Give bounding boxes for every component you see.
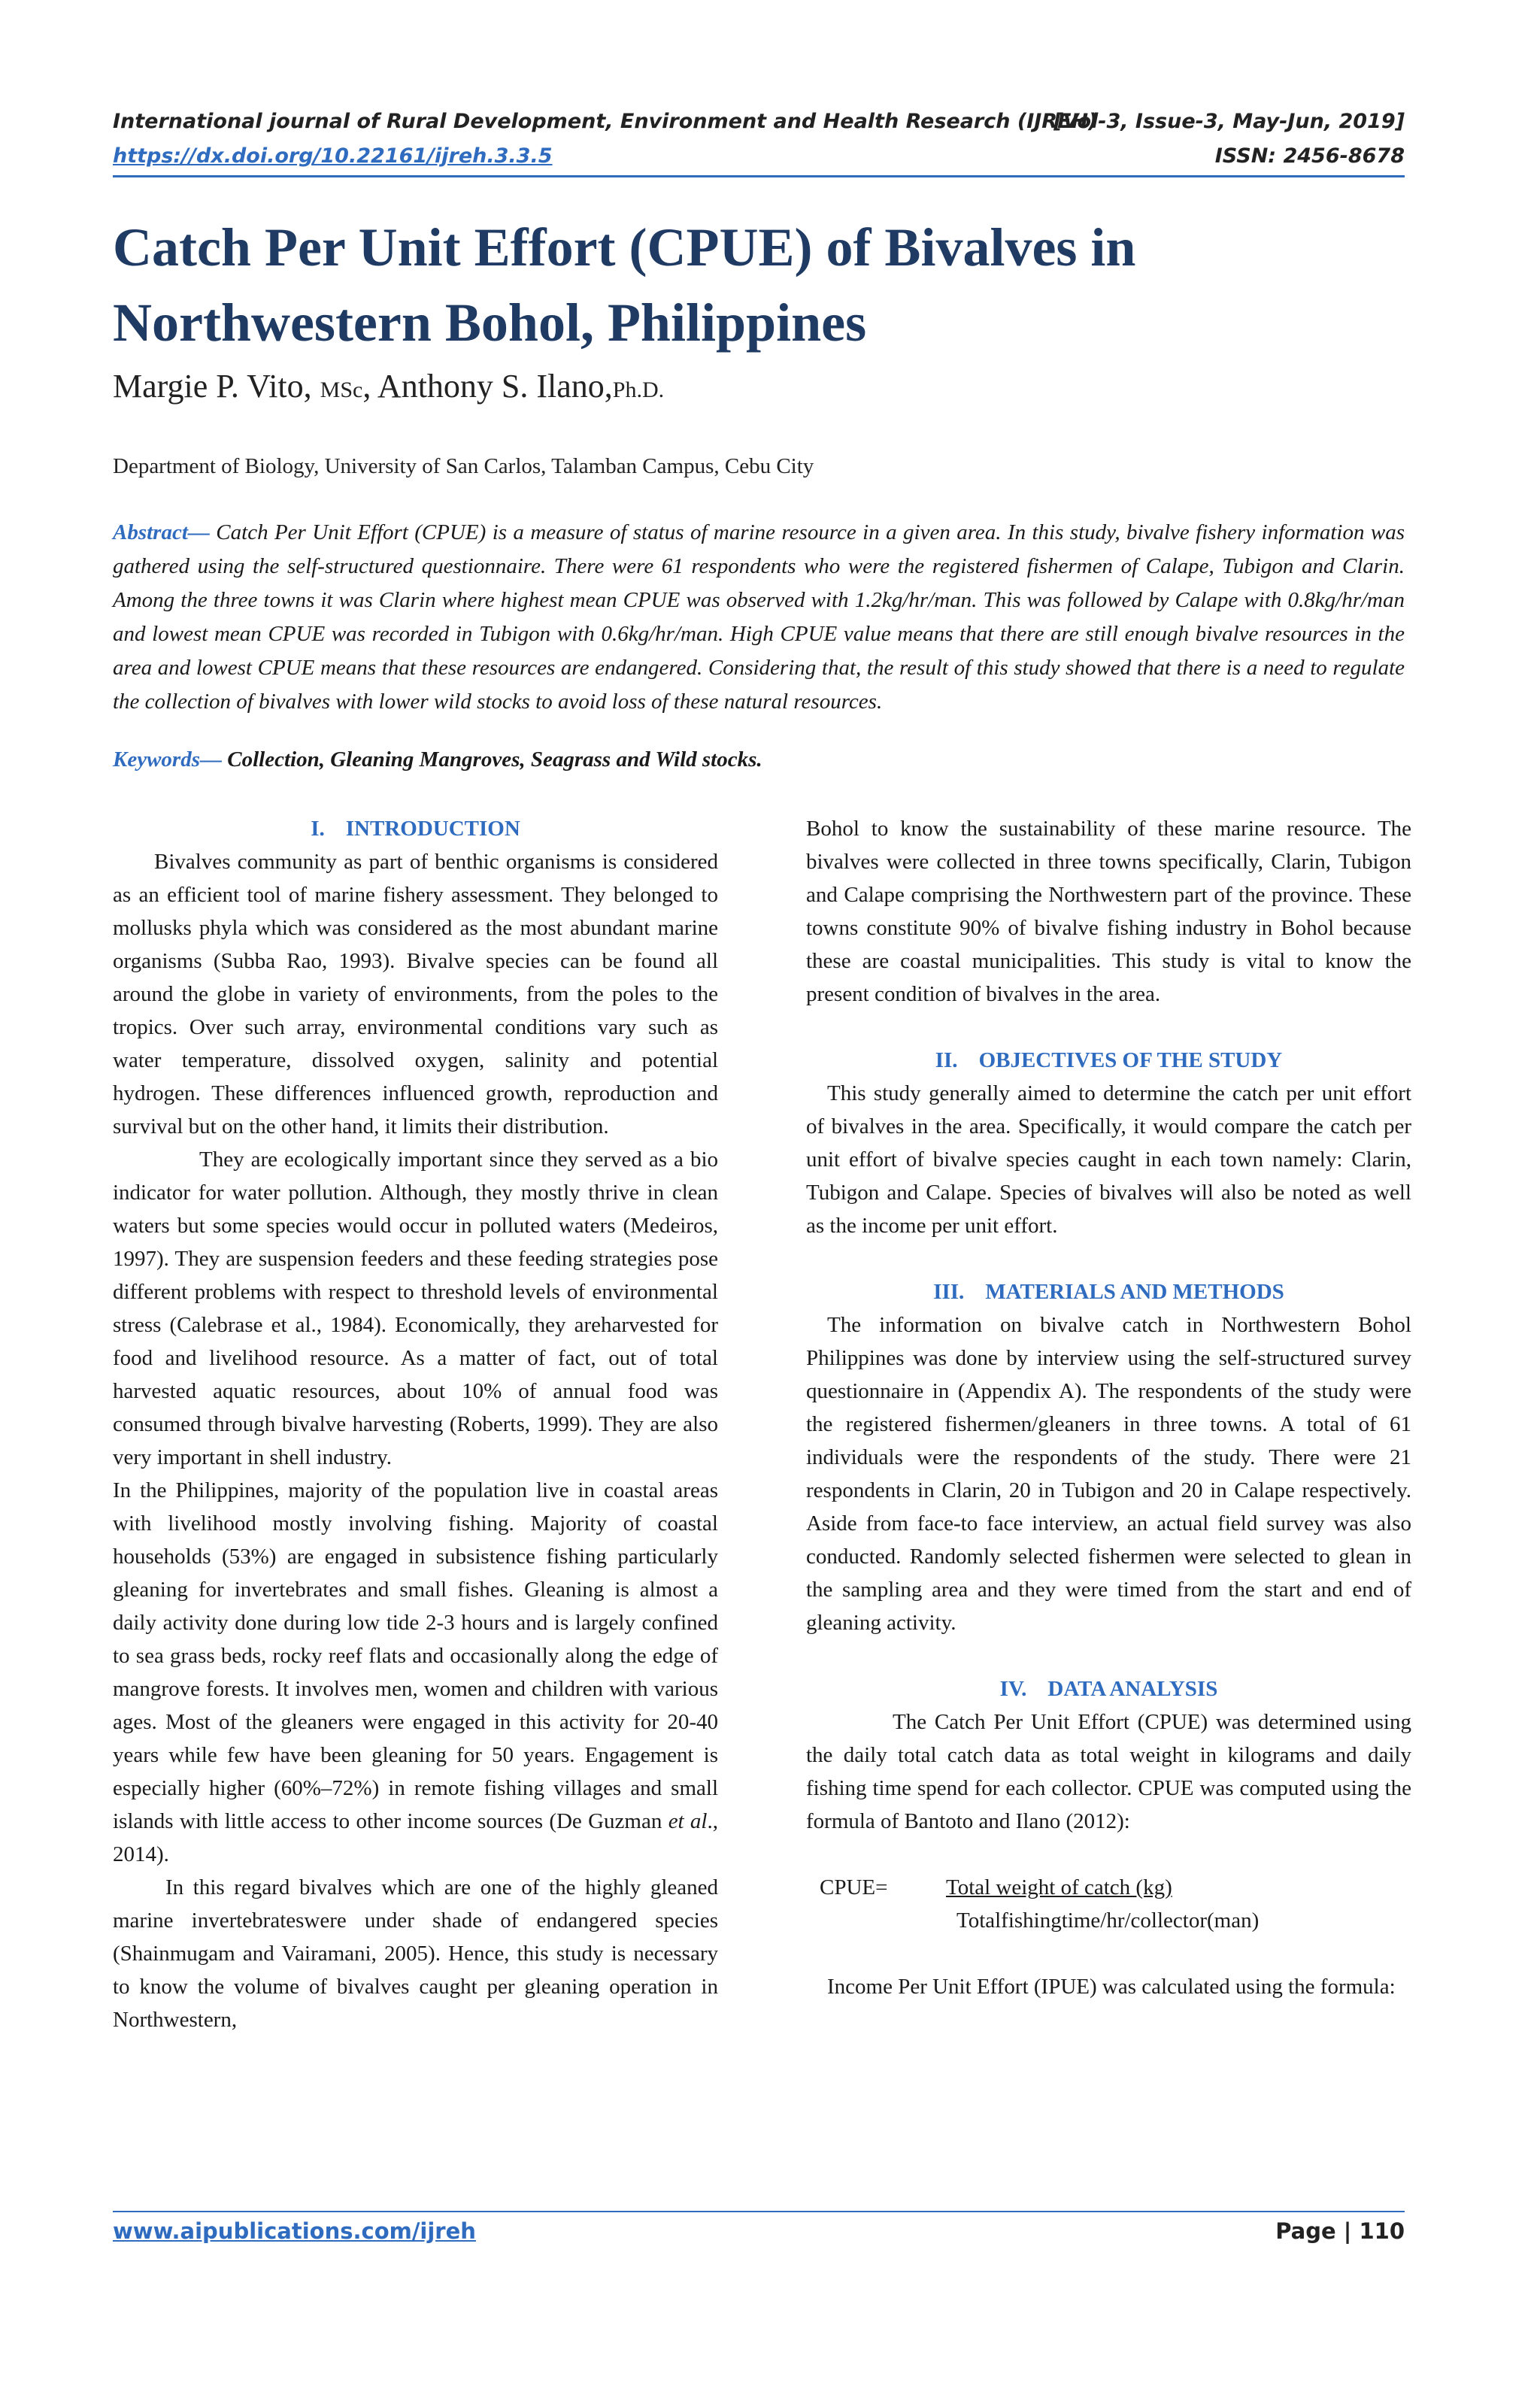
left-column	[113, 812, 718, 2036]
author-degree: MSc	[320, 377, 363, 402]
cpue-formula	[806, 1871, 1411, 1937]
abstract	[113, 516, 1405, 719]
keywords-text: Collection, Gleaning Mangroves, Seagrass and Wild stocks.	[222, 747, 762, 772]
section-heading-methods: III. MATERIALS AND METHODS	[933, 1280, 1284, 1304]
paper-title-line1: Catch Per Unit Effort (CPUE) of Bivalves in	[113, 217, 1136, 277]
affiliation: Department of Biology, University of San Carlos, Talamban Campus, Cebu City	[113, 454, 814, 478]
right-column	[806, 812, 1411, 2003]
formula-lhs: CPUE=	[820, 1875, 888, 1899]
journal-name: International journal of Rural Development, Environment and Health Research (IJREH)	[113, 110, 1098, 133]
author-name: Margie P. Vito,	[113, 368, 312, 405]
running-header	[113, 110, 1405, 133]
paragraph: Bivalves community as part of benthic organisms is considered as an efficient tool of marine fishery assessment. They belonged to mollusks phyla which was considered as the most abundant marine organisms (Subba Rao, 1993). Bivalve species can be found all around the globe in variety of environments, from the poles to the tropics. Over such array, environmental conditions vary such as water temperature, dissolved oxygen, salinity and potential hydrogen. These differences influenced growth, reproduction and survival but on the other hand, it limits their distribution.	[113, 850, 718, 1138]
abstract-text: Catch Per Unit Effort (CPUE) is a measure of status of marine resource in a given area. In this study, bivalve fishery information was gathered using the self-structured questionnaire. There were 61 respondents who were the registered fishermen of Calape, Tubigon and Clarin. Among the three towns it was Clarin where highest mean CPUE was observed with 1.2kg/hr/man. This was followed by Calape with 0.8kg/hr/man and lowest mean CPUE was recorded in Tubigon with 0.6kg/hr/man. High CPUE value means that there are still enough bivalve resources in the area and lowest CPUE means that these resources are endangered. Considering that, the result of this study showed that there is a need to regulate the collection of bivalves with lower wild stocks to avoid loss of these natural resources.	[113, 520, 1405, 714]
doi-link[interactable]: https://dx.doi.org/10.22161/ijreh.3.3.5	[113, 144, 553, 168]
keywords-label: Keywords—	[113, 747, 222, 772]
paragraph: In this regard bivalves which are one of the highly gleaned marine invertebrateswere under shade of endangered species (Shainmugam and Vairamani, 2005). Hence, this study is necessary to know the volume of bivalves caught per gleaning operation in Northwestern,	[113, 1875, 718, 2032]
section-heading-introduction: I. INTRODUCTION	[311, 817, 520, 841]
section-heading-data-analysis: IV. DATA ANALYSIS	[999, 1677, 1218, 1701]
keywords	[113, 747, 1405, 772]
paragraph: The information on bivalve catch in Northwestern Bohol Philippines was done by interview using the self-structured survey questionnaire in (Appendix A). The respondents of the study were the registered fishermen/gleaners in three towns. A total of 61 individuals were the respondents of the study. There were 21 respondents in Clarin, 20 in Tubigon and 20 in Calape respectively. Aside from face-to face interview, an actual field survey was also conducted. Randomly selected fishermen were selected to glean in the sampling area and they were timed from the start and end of gleaning activity.	[806, 1313, 1411, 1635]
footer-divider	[113, 2211, 1405, 2212]
paragraph: In the Philippines, majority of the population live in coastal areas with livelihood mostly involving fishing. Majority of coastal households (53%) are engaged in subsistence fishing particularly gleaning for invertebrates and small fishes. Gleaning is almost a daily activity done during low tide 2-3 hours and is largely confined to sea grass beds, rocky reef flats and occasionally along the edge of mangrove forests. It involves men, women and children with various ages. Most of the gleaners were engaged in this activity for 20-40 years while few have been gleaning for 50 years. Engagement is especially higher (60%–72%) in remote fishing villages and small islands with little access to other income sources (De Guzman et al., 2014).	[113, 1478, 718, 1866]
authors	[113, 367, 664, 405]
paragraph: This study generally aimed to determine the catch per unit effort of bivalves in the area. Specifically, it would compare the catch per unit effort of bivalve species caught in each town namely: Clarin, Tubigon and Calape. Species of bivalves will also be noted as well as the income per unit effort.	[806, 1081, 1411, 1238]
section-heading-objectives: II. OBJECTIVES OF THE STUDY	[935, 1048, 1283, 1072]
header-divider	[113, 175, 1405, 177]
paragraph: Bohol to know the sustainability of these marine resource. The bivalves were collected in three towns specifically, Clarin, Tubigon and Calape comprising the Northwestern part of the province. These towns constitute 90% of bivalve fishing industry in Bohol because these are coastal municipalities. This study is vital to know the present condition of bivalves in the area.	[806, 817, 1411, 1006]
journal-website-link[interactable]: www.aipublications.com/ijreh	[113, 2218, 476, 2244]
paper-title-line2: Northwestern Bohol, Philippines	[113, 293, 867, 353]
formula-numerator: Total weight of catch (kg)	[946, 1875, 1172, 1899]
running-header-line2	[113, 144, 1405, 168]
issn: ISSN: 2456-8678	[1214, 144, 1405, 168]
formula-denominator: Totalfishingtime/hr/collector(man)	[956, 1908, 1260, 1933]
author-name: , Anthony S. Ilano,	[362, 368, 613, 405]
paragraph: The Catch Per Unit Effort (CPUE) was determined using the daily total catch data as total weight in kilograms and daily fishing time spend for each collector. CPUE was computed using the formula of Bantoto and Ilano (2012):	[806, 1710, 1411, 1833]
author-degree: Ph.D.	[612, 377, 665, 402]
paragraph: Income Per Unit Effort (IPUE) was calculated using the formula:	[827, 1975, 1396, 1999]
volume-info: [Vol-3, Issue-3, May-Jun, 2019]	[1053, 110, 1405, 133]
abstract-label: Abstract—	[113, 520, 210, 544]
page-number: Page | 110	[1275, 2218, 1405, 2244]
paragraph: They are ecologically important since they served as a bio indicator for water pollution. Although, they mostly thrive in clean waters but some species would occur in polluted waters (Medeiros, 1997). They are suspension feeders and these feeding strategies pose different problems with respect to threshold levels of environmental stress (Calebrase et al., 1984). Economically, they areharvested for food and livelihood resource. As a matter of fact, out of total harvested aquatic resources, about 10% of annual food was consumed through bivalve harvesting (Roberts, 1999). They are also very important in shell industry.	[113, 1148, 718, 1469]
